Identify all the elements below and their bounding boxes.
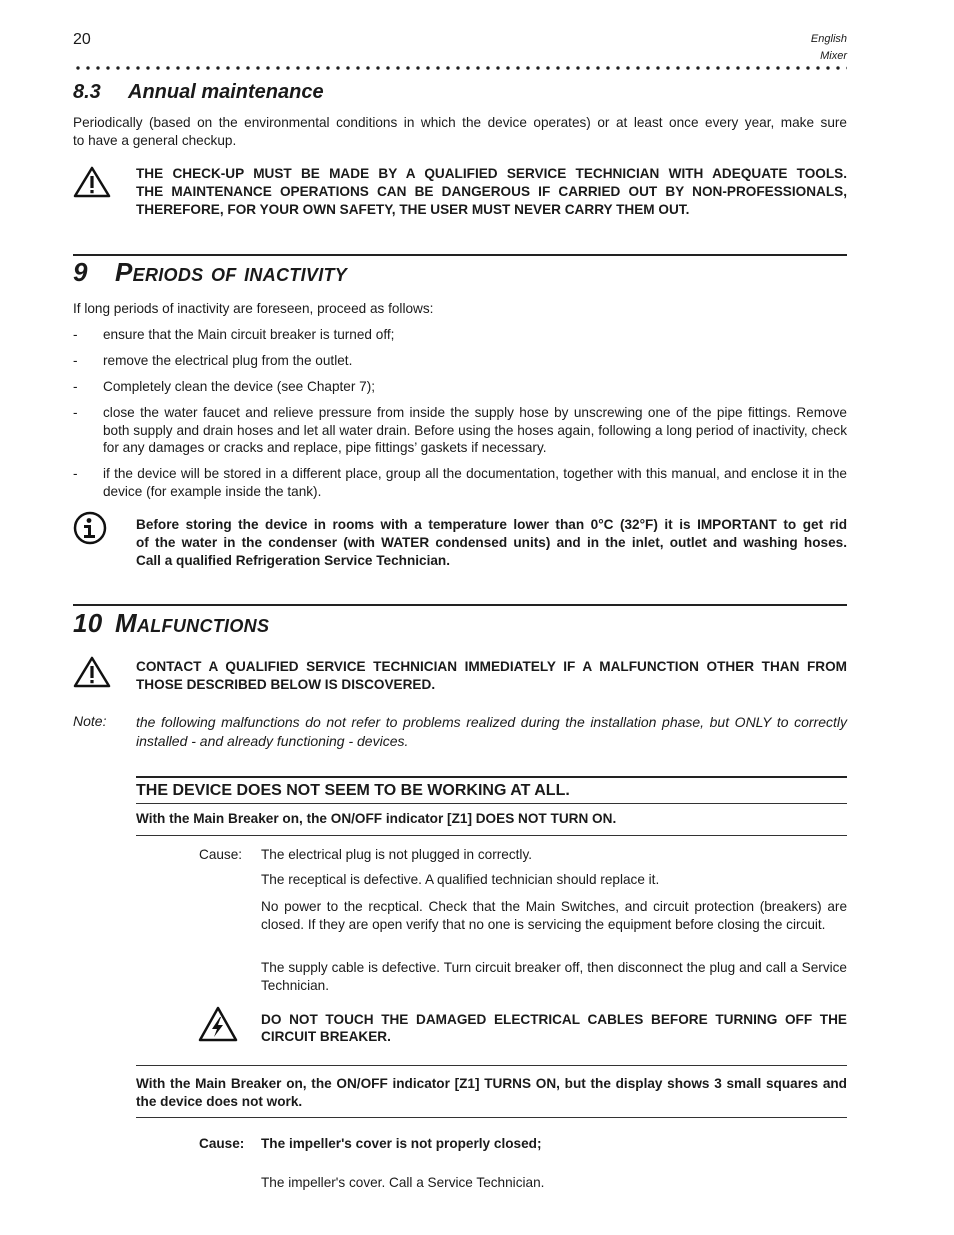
section-8-3-heading <box>73 81 324 104</box>
section-number: 9 <box>73 257 88 287</box>
page-number: 20 <box>73 31 91 48</box>
cause-2-text: The impeller's cover. Call a Service Technician. <box>261 1175 545 1190</box>
list-dash: - <box>73 379 78 394</box>
s83-intro <box>73 114 847 149</box>
case-2-rule-bottom <box>136 1117 847 1118</box>
note-text: the following malfunctions do not refer to problems realized during the installation phase, but ONLY to correctly installed - and already functioning - devices. <box>136 714 847 749</box>
cause-2-title: The impeller's cover is not properly closed; <box>261 1136 542 1151</box>
section-title: Malfunctions <box>115 608 270 638</box>
list-item <box>73 378 847 396</box>
list-dash: - <box>73 327 78 342</box>
problem-rule-top <box>136 776 847 778</box>
header-product: Mixer <box>820 50 847 62</box>
s9-info-line3: Call a qualified Refrigeration Service Technician. <box>136 553 451 568</box>
warning-triangle-icon <box>73 166 111 198</box>
info-icon <box>73 511 107 545</box>
s9-intro: If long periods of inactivity are foreseen, proceed as follows: <box>73 301 434 316</box>
s83-warning-line1: THE CHECK-UP MUST BE MADE BY A QUALIFIED SERVICE TECHNICIAN WITH ADEQUATE TOOLS. <box>136 166 847 181</box>
note-label: Note: <box>73 713 107 729</box>
section-number: 8.3 <box>73 81 101 103</box>
cause-2-label: Cause: <box>199 1136 245 1151</box>
s83-intro-line2: to have a general checkup. <box>73 132 237 148</box>
list-item-text: remove the electrical plug from the outlet. <box>103 353 353 368</box>
section-title: Periods of inactivity <box>115 257 348 287</box>
cause-item: No power to the recptical. Check that the Main Switches, and circuit protection (breakers) are closed. If they are open verify that no one is servicing the equipment before closing the circuit. <box>261 899 847 932</box>
s83-intro-line1: Periodically (based on the environmental conditions in which the device operates) or at least once every year, make sure <box>73 115 847 130</box>
cause-label: Cause: <box>199 847 243 862</box>
list-item-text: Completely clean the device (see Chapter 7); <box>103 379 376 394</box>
s10-warning-line2: THOSE DESCRIBED BELOW IS DISCOVERED. <box>136 677 436 692</box>
list-item <box>73 404 847 457</box>
s83-warning-line3: THEREFORE, FOR YOUR OWN SAFETY, THE USER MUST NEVER CARRY THEM OUT. <box>136 202 690 217</box>
list-item-text: close the water faucet and relieve pressure from inside the supply hose by unscrewing one of the pipe fittings. Remove both supply and drain hoses and let all water drain. Before using the hoses again, following a long period of inactivity, check for any damages or cracks and replace, pipe fittings’ gaskets if necessary. <box>103 405 847 455</box>
warning-triangle-icon <box>73 656 111 688</box>
section-10-heading <box>73 608 269 639</box>
section-number: 10 <box>73 608 103 638</box>
list-item <box>73 352 847 370</box>
s83-warning <box>136 165 847 219</box>
problem-rule-bottom <box>136 803 847 804</box>
section-title: Annual maintenance <box>128 81 324 103</box>
header-divider <box>73 66 847 70</box>
list-dash: - <box>73 405 78 420</box>
case-2-rule-top <box>136 1065 847 1066</box>
s10-warning <box>136 658 847 694</box>
s83-warning-line2: THE MAINTENANCE OPERATIONS CAN BE DANGEROUS IF CARRIED OUT BY NON-PROFESSIONALS, <box>136 184 847 199</box>
list-dash: - <box>73 466 78 481</box>
elec-warning-line1: DO NOT TOUCH THE DAMAGED ELECTRICAL CABLES BEFORE TURNING OFF THE <box>261 1012 847 1027</box>
case-1-title: With the Main Breaker on, the ON/OFF indicator [Z1] DOES NOT TURN ON. <box>136 811 617 826</box>
elec-warning <box>261 1011 847 1045</box>
section-9-heading <box>73 257 347 288</box>
problem-heading: THE DEVICE DOES NOT SEEM TO BE WORKING AT ALL. <box>136 782 570 799</box>
s10-warning-line1: CONTACT A QUALIFIED SERVICE TECHNICIAN IMMEDIATELY IF A MALFUNCTION OTHER THAN FROM <box>136 659 847 674</box>
cause-item: The electrical plug is not plugged in correctly. <box>261 847 533 862</box>
s9-info-line2: of the water in the condenser (with WATER condensed units) and in the inlet, outlet and washing hoses. <box>136 535 847 550</box>
section-9-rule <box>73 254 847 256</box>
section-10-rule <box>73 604 847 606</box>
header-language: English <box>810 33 847 45</box>
list-item <box>73 465 847 500</box>
s9-info-line1: Before storing the device in rooms with a temperature lower than 0°C (32°F) it is IMPORTANT to get rid <box>136 517 847 532</box>
cause-item: The supply cable is defective. Turn circuit breaker off, then disconnect the plug and call a Service Technician. <box>261 960 847 993</box>
list-item-text: if the device will be stored in a different place, group all the documentation, together with this manual, and enclose it in the device (for example inside the tank). <box>103 466 847 499</box>
case-2-title: With the Main Breaker on, the ON/OFF indicator [Z1] TURNS ON, but the display shows 3 small squares and the device does not work. <box>136 1076 847 1109</box>
s9-info-text <box>136 516 847 570</box>
list-dash: - <box>73 353 78 368</box>
case-1-rule <box>136 835 847 836</box>
elec-warning-line2: CIRCUIT BREAKER. <box>261 1029 391 1044</box>
list-item <box>73 326 847 344</box>
cause-item: The receptical is defective. A qualified technician should replace it. <box>261 872 660 887</box>
list-item-text: ensure that the Main circuit breaker is turned off; <box>103 327 395 342</box>
electrical-hazard-icon <box>198 1006 238 1042</box>
